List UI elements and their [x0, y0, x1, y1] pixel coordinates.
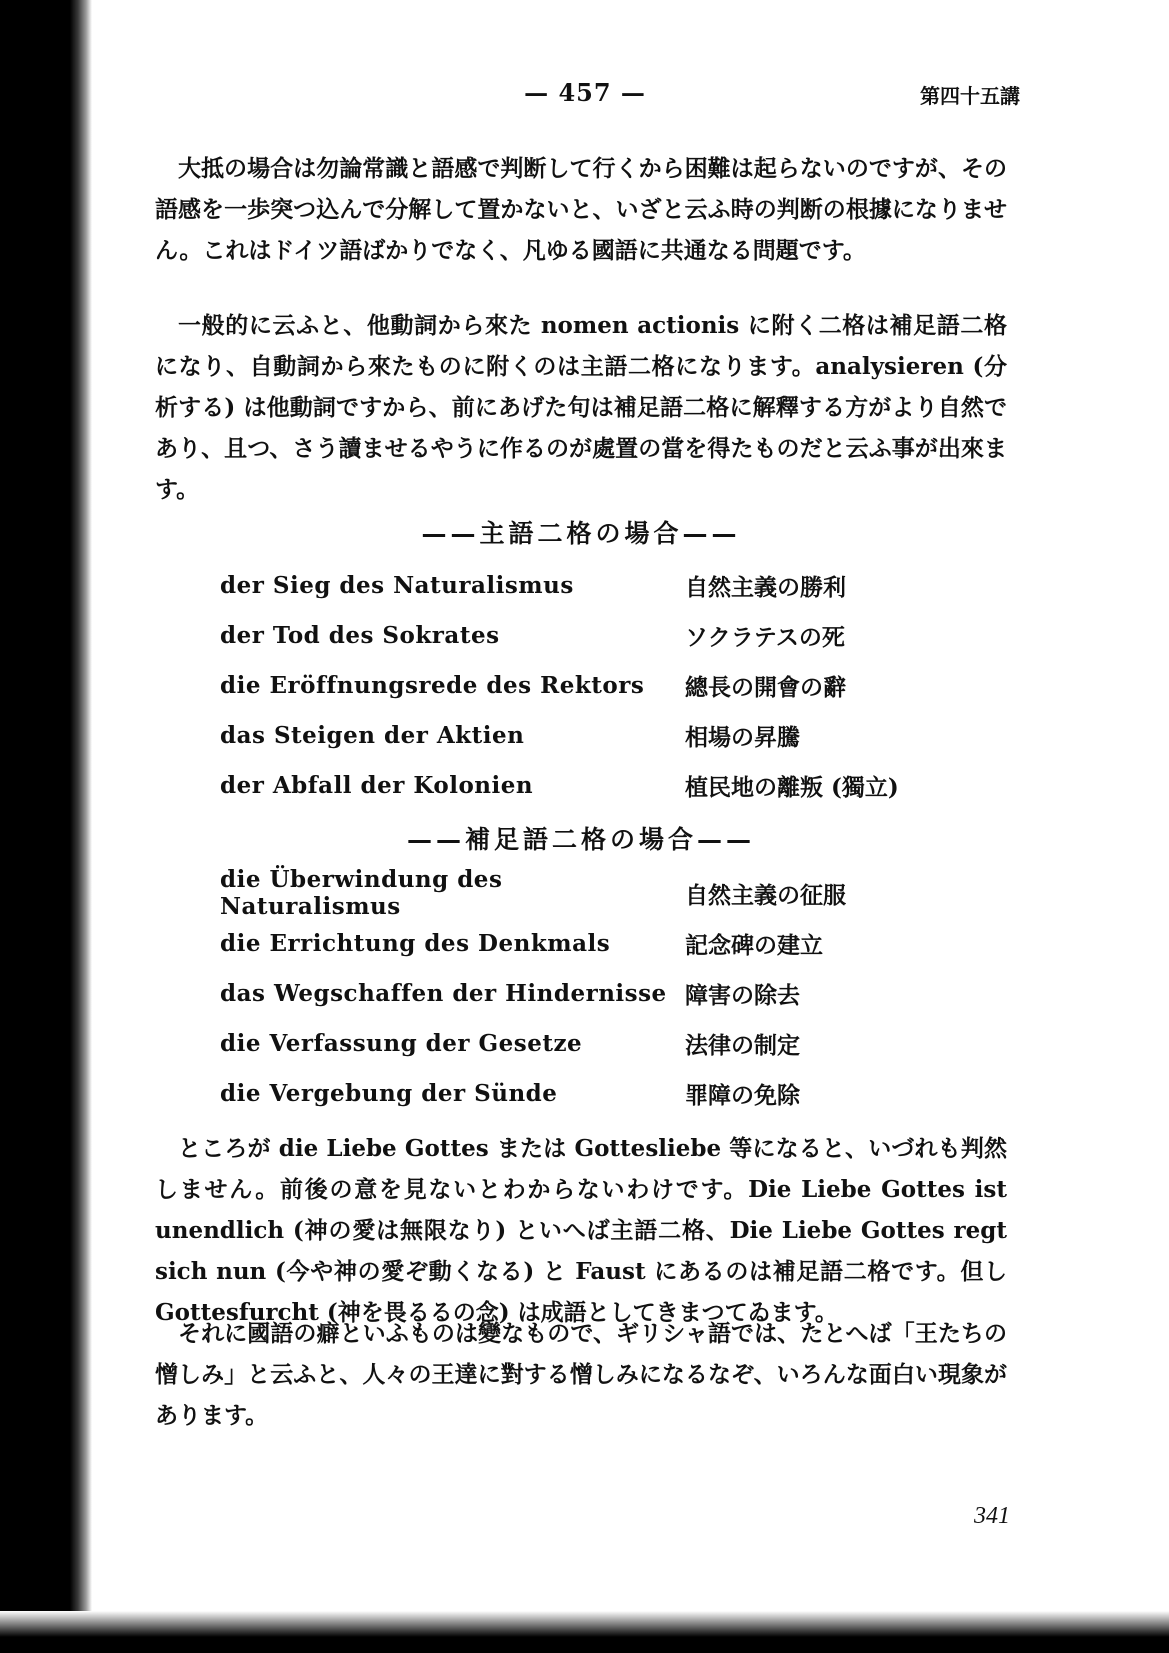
paragraph-2: 一般的に云ふと、他動詞から來た nomen actionis に附く二格は補足語二格になり、自動詞から來たものに附くのは主語二格になります。analysieren (分析する) は他動詞ですから、前にあげた句は補足語二格に解釋する方がより自然であり、且つ、さう讀ませるやうに作るのが處置の當を得たものだと云ふ事が出來ます。 — [155, 312, 1007, 503]
german-phrase: die Verfassung der Gesetze — [220, 1029, 583, 1057]
japanese-translation: 記念碑の建立 — [685, 931, 823, 959]
german-phrase: der Tod des Sokrates — [220, 621, 500, 649]
table-row — [220, 868, 990, 918]
table-row — [220, 1018, 990, 1068]
header-page-number: — 457 — — [524, 78, 646, 107]
japanese-translation: 法律の制定 — [685, 1031, 800, 1059]
subject-genitive-heading: ——主語二格の場合—— — [421, 519, 741, 548]
subject-genitive-table — [220, 560, 990, 810]
japanese-translation: 自然主義の征服 — [685, 881, 846, 909]
table-row — [220, 918, 990, 968]
footer-page-number: 341 — [974, 1503, 1010, 1529]
page-bottom-edge — [0, 1611, 1169, 1653]
german-phrase: die Eröffnungsrede des Rektors — [220, 671, 645, 699]
complement-genitive-table — [220, 868, 990, 1118]
german-phrase: der Abfall der Kolonien — [220, 771, 534, 799]
german-phrase: die Vergebung der Sünde — [220, 1079, 558, 1107]
german-phrase: der Sieg des Naturalismus — [220, 571, 574, 599]
paragraph-4: それに國語の癖といふものは變なもので、ギリシャ語では、たとへば「王たちの憎しみ」と云ふと、人々の王達に對する憎しみになるなぞ、いろんな面白い現象があります。 — [155, 1320, 1007, 1429]
table-row — [220, 968, 990, 1018]
table-row — [220, 610, 990, 660]
japanese-translation: 總長の開會の辭 — [685, 673, 846, 701]
japanese-translation: 障害の除去 — [685, 981, 800, 1009]
german-phrase: die Überwindung des Naturalismus — [220, 866, 503, 920]
german-phrase: das Steigen der Aktien — [220, 721, 525, 749]
complement-genitive-heading: ——補足語二格の場合—— — [406, 825, 755, 854]
paragraph-1: 大抵の場合は勿論常識と語感で判断して行くから困難は起らないのですが、その語感を一歩突つ込んで分解して置かないと、いざと云ふ時の判断の根據になりません。これはドイツ語ばかりでなく、凡ゆる國語に共通なる問題です。 — [155, 155, 1007, 264]
table-row — [220, 710, 990, 760]
japanese-translation: ソクラテスの死 — [685, 623, 845, 651]
book-binding-edge — [0, 0, 92, 1653]
header-lecture-title: 第四十五講 — [920, 84, 1020, 108]
table-row — [220, 660, 990, 710]
japanese-translation: 植民地の離叛 (獨立) — [685, 773, 899, 801]
table-row — [220, 760, 990, 810]
table-row — [220, 560, 990, 610]
table-row — [220, 1068, 990, 1118]
german-phrase: das Wegschaffen der Hindernisse — [220, 979, 667, 1007]
japanese-translation: 罪障の免除 — [685, 1081, 800, 1109]
japanese-translation: 相場の昇騰 — [685, 723, 800, 751]
paragraph-3: ところが die Liebe Gottes または Gottesliebe 等になると、いづれも判然しません。前後の意を見ないとわからないわけです。Die Liebe Gottes ist unendlich (神の愛は無限なり) といへば主語二格、Die Liebe Gottes regt sich nun (今や神の愛ぞ動くなる) と Faust にあるのは補足語二格です。但し Gottesfurcht (神を畏るるの念) は成語としてきまつてゐます。 — [155, 1135, 1007, 1326]
japanese-translation: 自然主義の勝利 — [685, 573, 846, 601]
german-phrase: die Errichtung des Denkmals — [220, 929, 611, 957]
